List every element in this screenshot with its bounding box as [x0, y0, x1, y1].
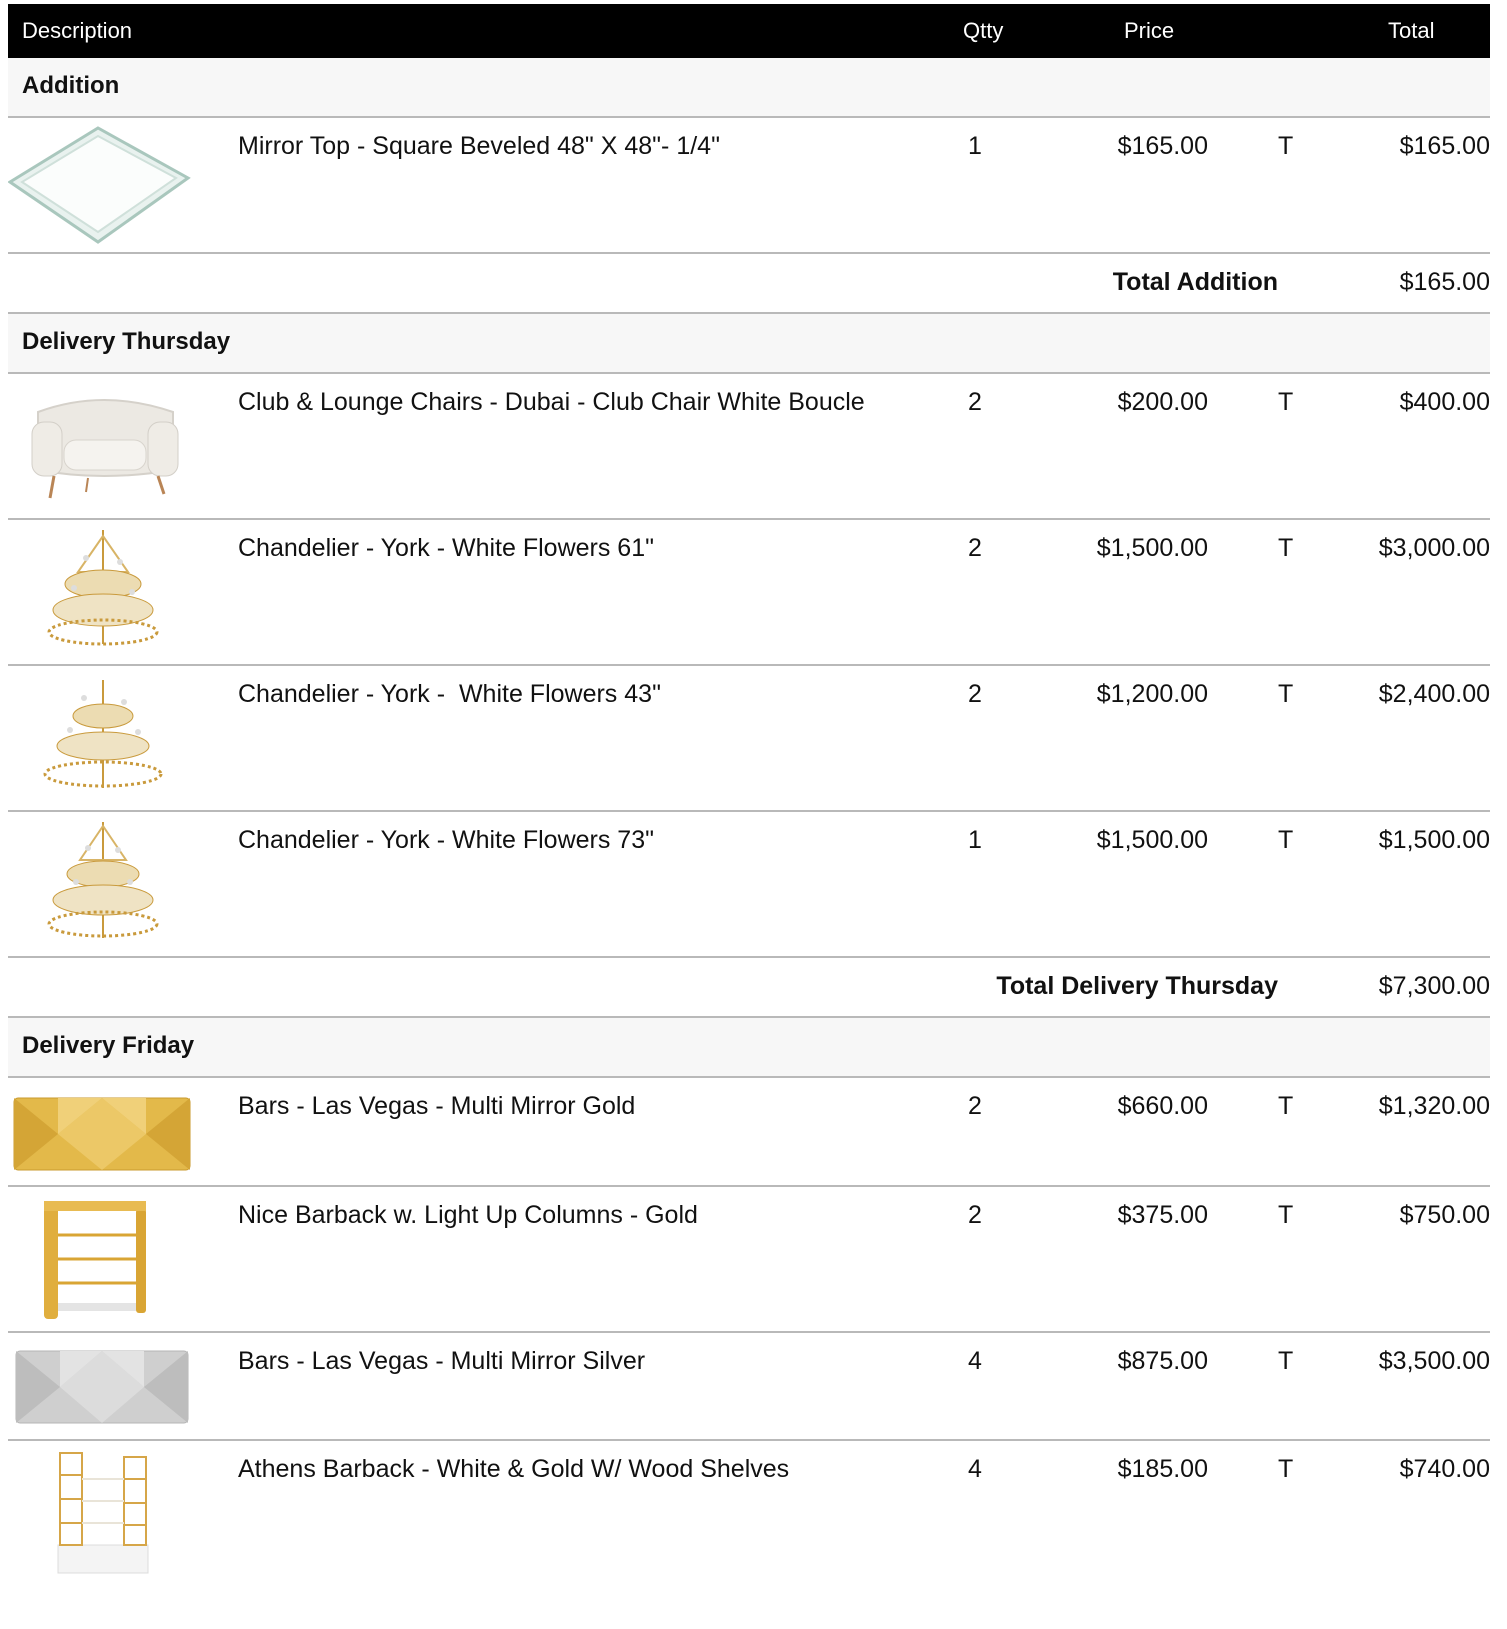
section-header	[8, 58, 1490, 118]
item-price: $1,500.00	[1096, 534, 1208, 562]
item-tax-flag: T	[1278, 680, 1294, 708]
table-row	[8, 520, 1490, 666]
table-header	[8, 4, 1490, 58]
item-price: $875.00	[1117, 1347, 1208, 1375]
table-row	[8, 666, 1490, 812]
item-qty: 2	[968, 1092, 982, 1120]
section-header	[8, 314, 1490, 374]
item-tax-flag: T	[1278, 1455, 1294, 1483]
item-qty: 4	[968, 1455, 982, 1483]
section-title: Addition	[22, 72, 120, 99]
item-price: $1,200.00	[1096, 680, 1208, 708]
item-description: Athens Barback - White & Gold W/ Wood Shelves	[238, 1455, 790, 1483]
item-tax-flag: T	[1278, 1201, 1294, 1229]
item-qty: 2	[968, 680, 982, 708]
item-description: Chandelier - York - White Flowers 73"	[238, 826, 654, 854]
subtotal-value: $165.00	[1399, 268, 1490, 296]
item-description: Club & Lounge Chairs - Dubai - Club Chair White Boucle	[238, 388, 865, 416]
item-qty: 2	[968, 1201, 982, 1229]
item-description: Chandelier - York - White Flowers 61"	[238, 534, 654, 562]
silver-bar-thumbnail	[8, 1341, 198, 1431]
item-qty: 4	[968, 1347, 982, 1375]
header-description: Description	[22, 18, 133, 43]
item-description: Nice Barback w. Light Up Columns - Gold	[238, 1201, 698, 1229]
item-tax-flag: T	[1278, 1092, 1294, 1120]
item-price: $1,500.00	[1096, 826, 1208, 854]
item-total: $1,500.00	[1378, 826, 1490, 854]
header-price: Price	[1124, 18, 1175, 43]
header-total: Total	[1388, 18, 1435, 43]
section-header	[8, 1018, 1490, 1078]
subtotal-label: Total Addition	[1112, 268, 1278, 296]
quote-table	[8, 4, 1490, 1581]
item-tax-flag: T	[1278, 132, 1294, 160]
section-title: Delivery Friday	[22, 1032, 195, 1059]
item-price: $165.00	[1117, 132, 1208, 160]
subtotal-value: $7,300.00	[1378, 972, 1490, 1000]
item-total: $750.00	[1399, 1201, 1490, 1229]
item-description: Bars - Las Vegas - Multi Mirror Gold	[238, 1092, 636, 1120]
section-subtotal	[8, 958, 1490, 1018]
item-price: $185.00	[1117, 1455, 1208, 1483]
table-row	[8, 812, 1490, 958]
item-description: Bars - Las Vegas - Multi Mirror Silver	[238, 1347, 646, 1375]
table-row	[8, 1078, 1490, 1187]
item-tax-flag: T	[1278, 388, 1294, 416]
item-total: $400.00	[1399, 388, 1490, 416]
item-tax-flag: T	[1278, 1347, 1294, 1375]
item-total: $2,400.00	[1378, 680, 1490, 708]
gold-bar-thumbnail	[8, 1086, 198, 1178]
subtotal-label: Total Delivery Thursday	[996, 972, 1278, 1000]
item-description: Chandelier - York - White Flowers 43"	[238, 680, 661, 708]
table-row	[8, 118, 1490, 254]
table-row	[8, 1187, 1490, 1333]
section-subtotal	[8, 254, 1490, 314]
table-row	[8, 374, 1490, 520]
chandelier-thumbnail	[8, 528, 198, 654]
item-total: $3,000.00	[1378, 534, 1490, 562]
item-tax-flag: T	[1278, 826, 1294, 854]
item-total: $1,320.00	[1378, 1092, 1490, 1120]
header-qty: Qtty	[963, 18, 1004, 43]
section-title: Delivery Thursday	[22, 328, 231, 355]
mirror-top-thumbnail	[8, 126, 198, 246]
item-price: $200.00	[1117, 388, 1208, 416]
gold-barback-thumbnail	[8, 1195, 198, 1323]
table-row	[8, 1441, 1490, 1581]
item-tax-flag: T	[1278, 534, 1294, 562]
club-chair-thumbnail	[8, 382, 198, 506]
chandelier-thumbnail	[8, 674, 198, 800]
chandelier-thumbnail	[8, 820, 198, 946]
item-price: $375.00	[1117, 1201, 1208, 1229]
item-total: $165.00	[1399, 132, 1490, 160]
item-qty: 2	[968, 388, 982, 416]
item-price: $660.00	[1117, 1092, 1208, 1120]
item-qty: 1	[968, 826, 982, 854]
table-row	[8, 1333, 1490, 1441]
item-total: $740.00	[1399, 1455, 1490, 1483]
item-description: Mirror Top - Square Beveled 48" X 48"- 1/4"	[238, 132, 720, 160]
item-qty: 1	[968, 132, 982, 160]
item-qty: 2	[968, 534, 982, 562]
athens-barback-thumbnail	[8, 1449, 198, 1577]
item-total: $3,500.00	[1378, 1347, 1490, 1375]
